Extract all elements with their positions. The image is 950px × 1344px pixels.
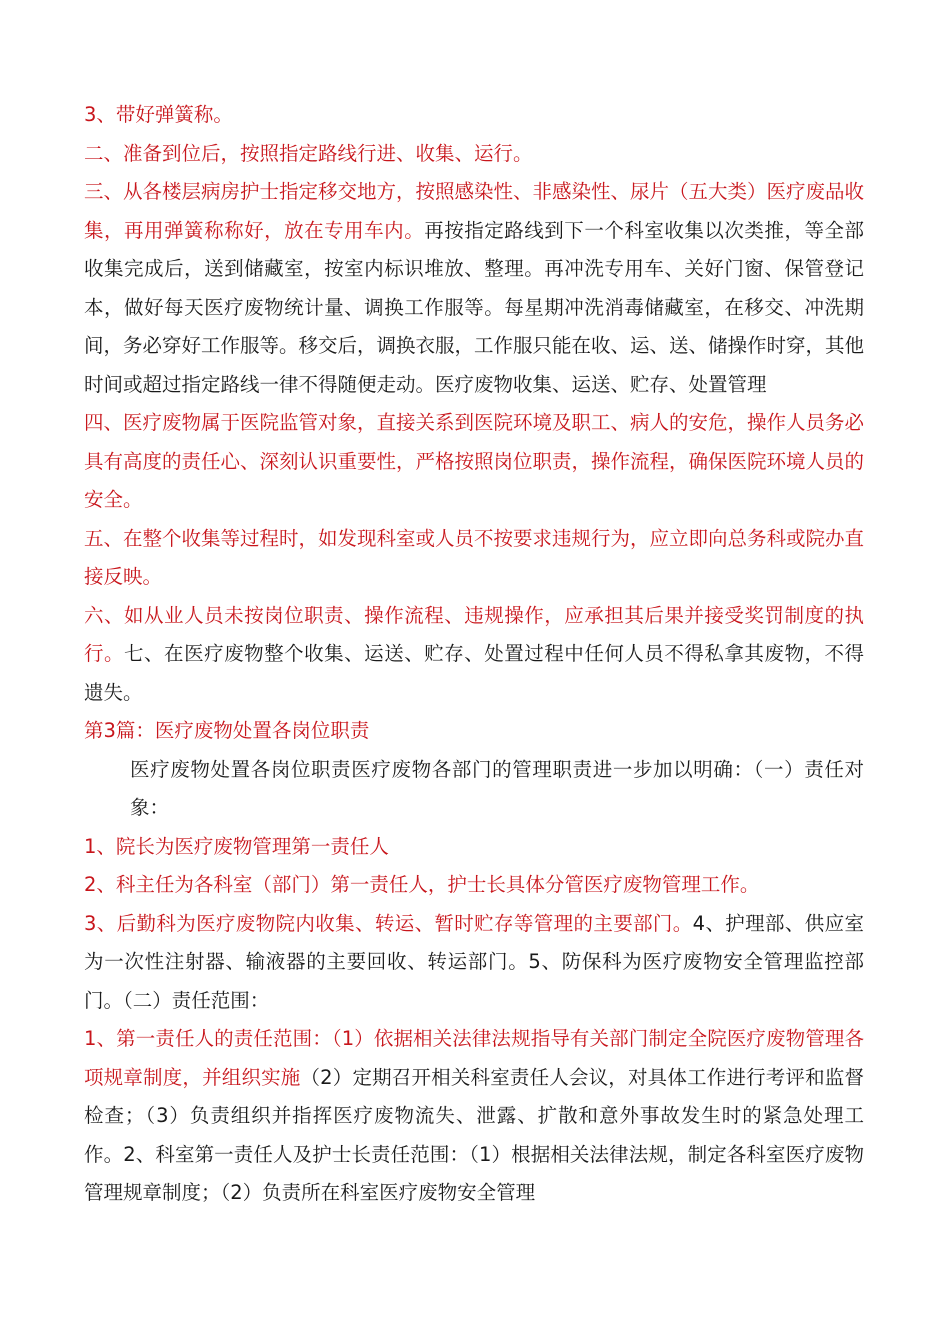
paragraph-black-text: 4、护理部、供应室为一次性注射器、输液器的主要回收、转运部门。5、防保科为医疗废物安全管理监控部门。（二）责任范围：	[84, 911, 864, 1012]
paragraph-red-text: 1、第一责任人的责任范围：（1）依据相关法律法规指导有关部门制定全院医疗废物管理各项规章制度，并组织实施	[84, 1027, 864, 1089]
document-page	[84, 96, 864, 1213]
heading-text: 第3篇：医疗废物处置各岗位职责	[84, 719, 370, 742]
paragraph-red-text: 二、准备到位后，按照指定路线行进、收集、运行。	[84, 141, 533, 165]
paragraph-9	[84, 828, 864, 867]
paragraph-black-text: 医疗废物处置各岗位职责医疗废物各部门的管理职责进一步加以明确：（一）责任对象：	[130, 757, 864, 819]
paragraph-4	[84, 404, 864, 520]
paragraph-intro	[84, 751, 864, 828]
paragraph-red-text: 六、如从业人员未按岗位职责、操作流程、违规操作，应承担其后果并接受奖罚制度的执行。	[84, 603, 864, 665]
paragraph-red-text: 3、后勤科为医疗废物院内收集、转运、暂时贮存等管理的主要部门。	[84, 911, 693, 935]
paragraph-red-text: 四、医疗废物属于医院监管对象，直接关系到医院环境及职工、病人的安危，操作人员务必具有高度的责任心、深刻认识重要性，严格按照岗位职责，操作流程，确保医院环境人员的安全。	[84, 411, 865, 511]
paragraph-5	[84, 520, 864, 597]
paragraph-1	[84, 96, 864, 135]
paragraph-black-text: （2）定期召开相关科室责任人会议，对具体工作进行考评和监督检查；（3）负责组织并指挥医疗废物流失、泄露、扩散和意外事故发生时的紧急处理工作。2、科室第一责任人及护士长责任范围：（1）根据相关法律法规，制定各科室医疗废物管理规章制度；（2）负责所在科室医疗废物安全管理	[84, 1065, 864, 1204]
paragraph-red-text: 3、带好弹簧称。	[84, 103, 233, 126]
paragraph-2	[84, 135, 864, 174]
paragraph-red-text: 2、科主任为各科室（部门）第一责任人，护士长具体分管医疗废物管理工作。	[84, 873, 760, 896]
paragraph-11	[84, 905, 864, 1021]
paragraph-10	[84, 866, 864, 905]
section-heading	[84, 712, 864, 751]
paragraph-red-text: 五、在整个收集等过程时，如发现科室或人员不按要求违规行为，应立即向总务科或院办直接反映。	[84, 526, 865, 588]
paragraph-3	[84, 173, 864, 404]
paragraph-red-text: 三、从各楼层病房护士指定移交地方，按照感染性、非感染性、尿片（五大类）医疗废品收集，再用弹簧称称好，放在专用车内。	[84, 180, 865, 242]
paragraph-red-text: 1、院长为医疗废物管理第一责任人	[84, 834, 389, 858]
paragraph-12	[84, 1020, 864, 1213]
paragraph-black-text: 七、在医疗废物整个收集、运送、贮存、处置过程中任何人员不得私拿其废物，不得遗失。	[84, 642, 864, 704]
paragraph-black-text: 再按指定路线到下一个科室收集以次类推，等全部收集完成后，送到储藏室，按室内标识堆放、整理。再冲洗专用车、关好门窗、保管登记本，做好每天医疗废物统计量、调换工作服等。每星期冲洗消毒储藏室，在移交、冲洗期间，务必穿好工作服等。移交后，调换衣服，工作服只能在收、运、送、储操作时穿，其他时间或超过指定路线一律不得随便走动。医疗废物收集、运送、贮存、处置管理	[84, 218, 865, 396]
paragraph-6	[84, 597, 864, 713]
